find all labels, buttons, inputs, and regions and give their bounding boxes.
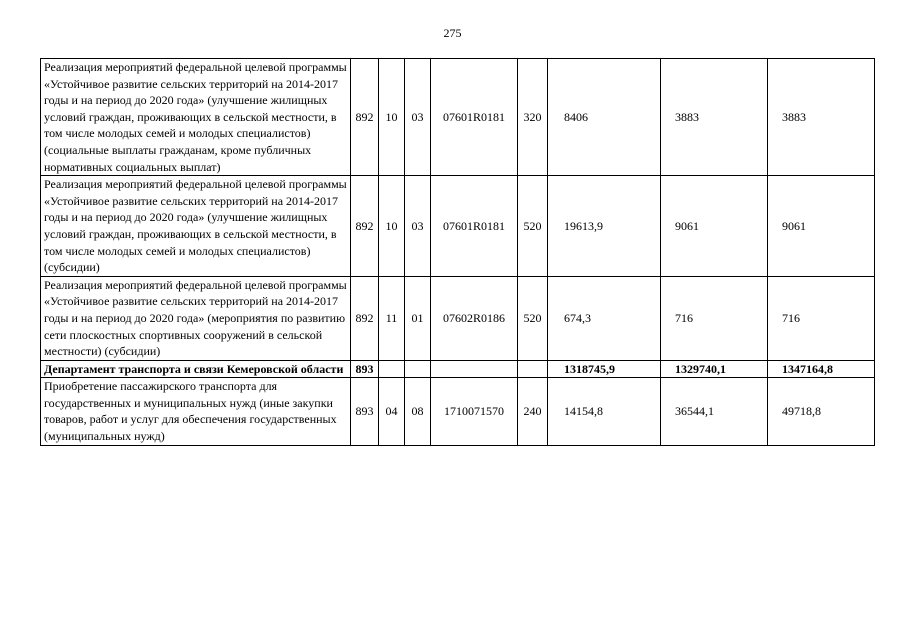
amount-year-2: 3883 <box>661 59 768 176</box>
table-row <box>41 176 875 277</box>
amount-year-1: 14154,8 <box>548 378 661 445</box>
target-article-code: 1710071570 <box>431 378 518 445</box>
expense-type-code: 240 <box>518 378 548 445</box>
section-code: 11 <box>379 276 405 360</box>
amount-year-2: 1329740,1 <box>661 360 768 378</box>
amount-year-3: 3883 <box>768 59 875 176</box>
subsection-code: 01 <box>405 276 431 360</box>
target-article-code: 07602R0186 <box>431 276 518 360</box>
amount-year-3: 716 <box>768 276 875 360</box>
subsection-code: 03 <box>405 59 431 176</box>
ministry-code: 893 <box>351 378 379 445</box>
section-code: 10 <box>379 59 405 176</box>
row-name: Реализация мероприятий федеральной целевой программы «Устойчивое развитие сельских территорий на 2014-2017 годы и на период до 2020 года» (улучшение жилищных условий граждан, проживающих в сельской местности, в том числе молодых семей и молодых специалистов) (социальные выплаты гражданам, кроме публичных нормативных социальных выплат) <box>41 59 351 176</box>
budget-table <box>40 58 875 446</box>
amount-year-1: 674,3 <box>548 276 661 360</box>
amount-year-1: 1318745,9 <box>548 360 661 378</box>
subsection-code <box>405 360 431 378</box>
row-name: Департамент транспорта и связи Кемеровской области <box>41 360 351 378</box>
expense-type-code: 520 <box>518 176 548 277</box>
subsection-code: 03 <box>405 176 431 277</box>
expense-type-code: 520 <box>518 276 548 360</box>
row-name: Реализация мероприятий федеральной целевой программы «Устойчивое развитие сельских территорий на 2014-2017 годы и на период до 2020 года» (мероприятия по развитию сети плоскостных спортивных сооружений в сельской местности) (субсидии) <box>41 276 351 360</box>
amount-year-1: 8406 <box>548 59 661 176</box>
table-row <box>41 276 875 360</box>
table-row <box>41 378 875 445</box>
expense-type-code: 320 <box>518 59 548 176</box>
row-name: Реализация мероприятий федеральной целевой программы «Устойчивое развитие сельских территорий на 2014-2017 годы и на период до 2020 года» (улучшение жилищных условий граждан, проживающих в сельской местности, в том числе молодых семей и молодых специалистов) (субсидии) <box>41 176 351 277</box>
ministry-code: 893 <box>351 360 379 378</box>
section-code <box>379 360 405 378</box>
amount-year-3: 1347164,8 <box>768 360 875 378</box>
target-article-code: 07601R0181 <box>431 176 518 277</box>
table-row-department <box>41 360 875 378</box>
table-row <box>41 59 875 176</box>
amount-year-2: 36544,1 <box>661 378 768 445</box>
amount-year-2: 716 <box>661 276 768 360</box>
section-code: 04 <box>379 378 405 445</box>
expense-type-code <box>518 360 548 378</box>
amount-year-3: 9061 <box>768 176 875 277</box>
amount-year-1: 19613,9 <box>548 176 661 277</box>
ministry-code: 892 <box>351 176 379 277</box>
page-number: 275 <box>443 26 462 40</box>
target-article-code: 07601R0181 <box>431 59 518 176</box>
amount-year-2: 9061 <box>661 176 768 277</box>
ministry-code: 892 <box>351 276 379 360</box>
target-article-code <box>431 360 518 378</box>
subsection-code: 08 <box>405 378 431 445</box>
section-code: 10 <box>379 176 405 277</box>
amount-year-3: 49718,8 <box>768 378 875 445</box>
ministry-code: 892 <box>351 59 379 176</box>
row-name: Приобретение пассажирского транспорта для государственных и муниципальных нужд (иные закупки товаров, работ и услуг для обеспечения государственных (муниципальных нужд) <box>41 378 351 445</box>
